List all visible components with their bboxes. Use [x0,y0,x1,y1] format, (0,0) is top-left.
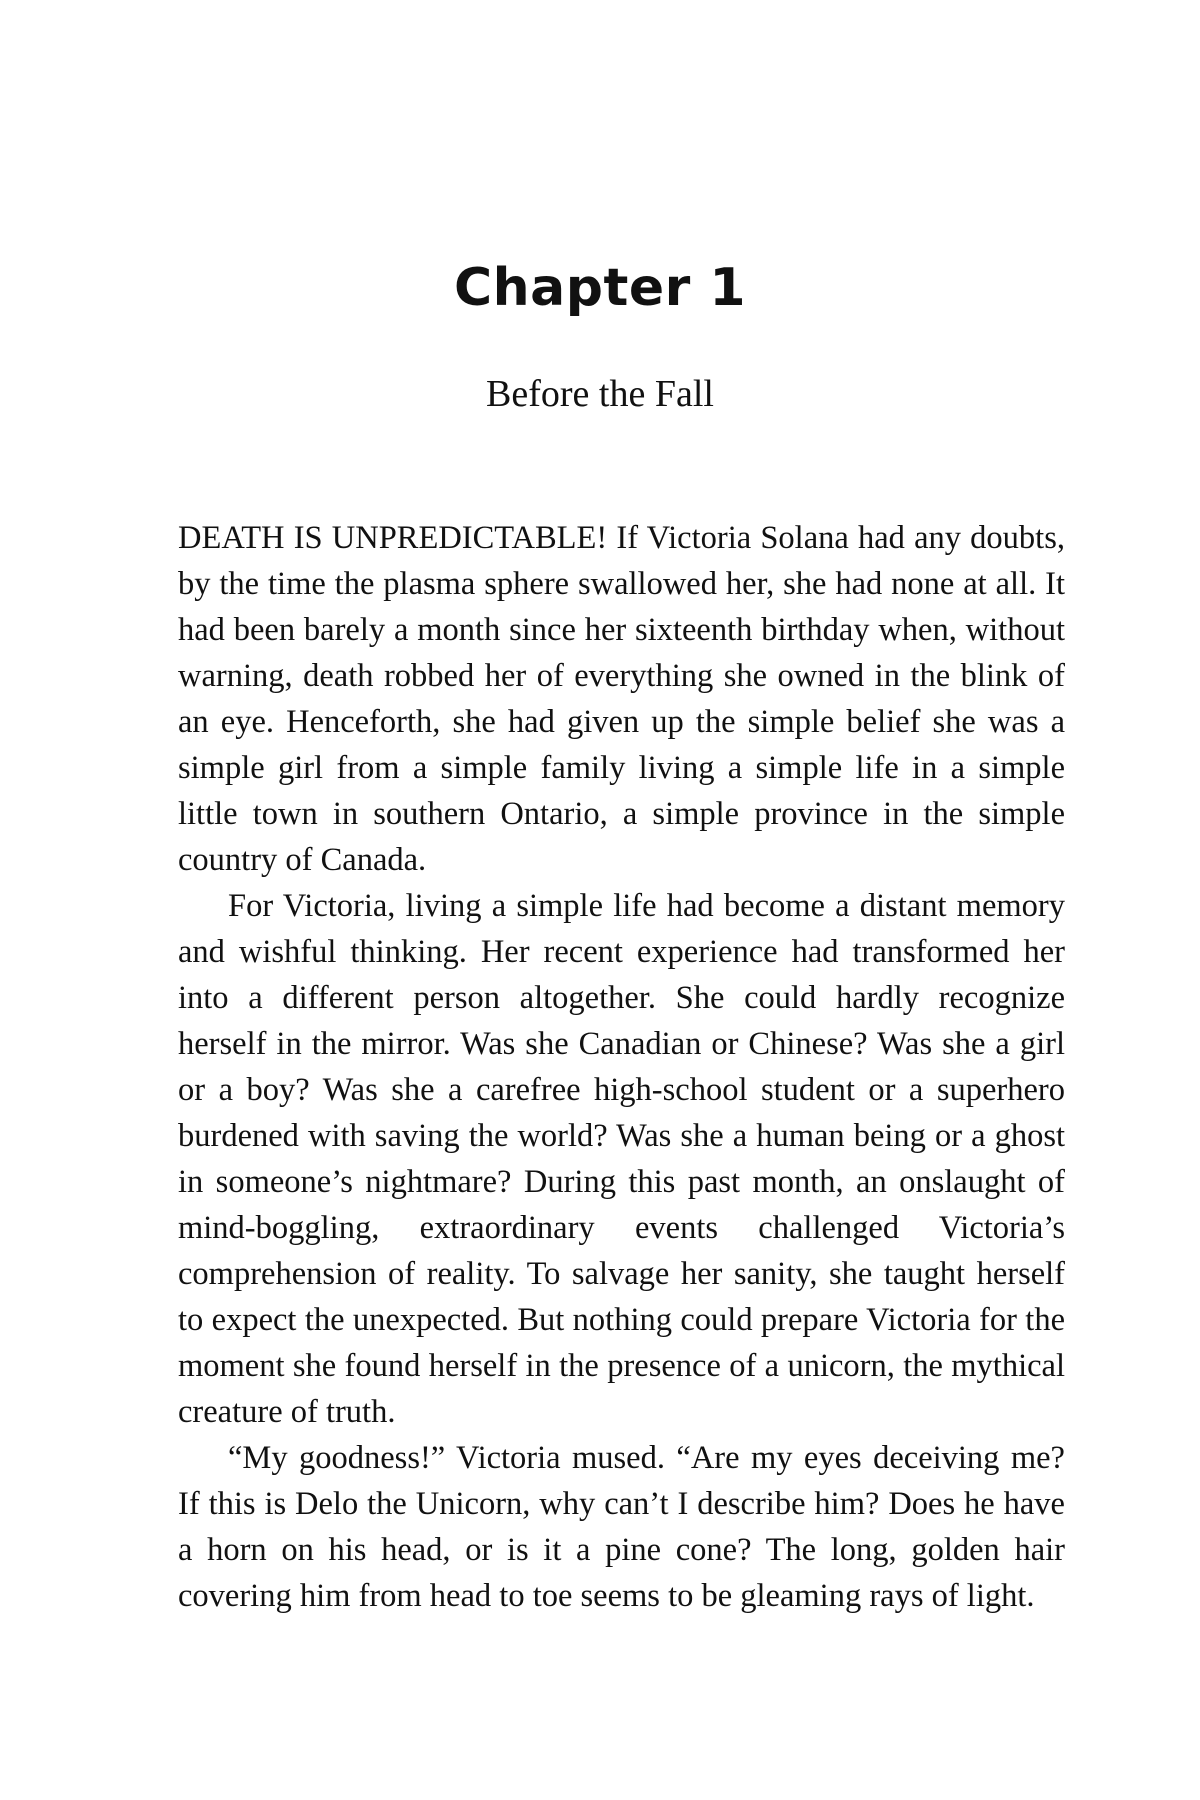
paragraph: “My goodness!” Victoria mused. “Are my eyes deceiving me? If this is Delo the Unicorn, why can’t I describe him? Does he have a horn on his head, or is it a pine cone? The long, golden hair covering him from head to toe seems to be gleaming rays of light. [178,1440,1065,1614]
chapter-subtitle: Before the Fall [486,373,714,415]
paragraph: For Victoria, living a simple life had become a distant memory and wishful thinking. Her recent experience had transformed her into a different person altogether. She could hardly recognize herself in the mirror. Was she Canadian or Chinese? Was she a girl or a boy? Was she a carefree high-school student or a superhero burdened with saving the world? Was she a human being or a ghost in someone’s nightmare? During this past month, an onslaught of mind-boggling, extraordinary events challenged Victoria’s comprehension of reality. To salvage her sanity, she taught herself to expect the unexpected. But nothing could prepare Victoria for the moment she found herself in the presence of a unicorn, the mythical creature of truth. [178,888,1065,1430]
paragraph: DEATH IS UNPREDICTABLE! If Victoria Solana had any doubts, by the time the plasma sphere swallowed her, she had none at all. It had been barely a month since her sixteenth birthday when, without warning, death robbed her of everything she owned in the blink of an eye. Henceforth, she had given up the simple belief she was a simple girl from a simple family living a simple life in a simple little town in southern Ontario, a simple province in the simple country of Canada. [178,520,1065,878]
chapter-heading: Chapter 1 [453,258,747,318]
chapter-body [178,515,1065,1619]
